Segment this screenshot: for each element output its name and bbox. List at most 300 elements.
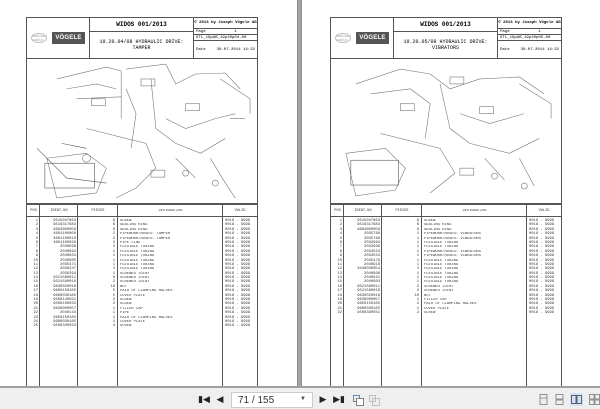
row-pieces: 1 [112,249,115,254]
row-designation: NUT [424,293,431,298]
row-pos: 3 [35,227,38,232]
row-designation: SCREW [424,311,436,316]
row-designation: PIPEWORK/HOSES: TAMPER [120,232,171,237]
prev-page-button[interactable] [215,394,225,406]
single-page-icon [539,394,548,405]
page-indicator: 71 / 155 [238,394,275,406]
sheet-subtitle: 19.20.04/08 HYDRAULIC DRIVE: TAMPER [99,39,184,51]
row-pieces: 6 [112,227,115,232]
row-pos: 20 [33,302,38,307]
row-valid: 0018 - 9999 [529,311,555,316]
row-valid: 0018 - 9999 [225,245,251,250]
vogele-logo: VÖGELE [52,32,84,44]
date-label: Date [500,47,510,52]
parts-sheet [330,17,562,387]
parts-table [26,204,258,387]
row-valid: 0018 - 9999 [225,262,251,267]
row-designation: SCREW [120,324,132,329]
page-label: Page [500,29,510,34]
exploded-diagram [330,59,562,204]
row-designation: SEALING RING [120,223,148,228]
date-label: Date [196,47,206,52]
sheet-title: WIDOS 001/2013 [90,18,193,32]
row-ident-no: 2035769 [364,236,380,241]
row-pieces: 1 [416,245,419,250]
row-ident-no: 9638000057 [53,306,76,311]
row-designation: FLEXIBLE TUBING [120,245,155,250]
row-designation: FLEXIBLE TUBING [424,267,459,272]
row-designation: SEALING RING [424,223,452,228]
row-pieces: 1 [112,258,115,263]
row-pos: 9 [339,254,342,259]
table-row [331,311,561,315]
row-ident-no: 2035768 [364,232,380,237]
row-pieces: 4 [112,324,115,329]
row-ident-no: 9521580018 [357,289,380,294]
row-ident-no: 3440030054 [357,267,380,272]
page-value: 1 [234,29,237,34]
sheet-header [330,17,562,59]
row-pieces: 1 [112,315,115,320]
row-ident-no: 9508140031 [53,298,76,303]
row-pos: 5 [339,236,342,241]
row-valid: 0018 - 9999 [225,280,251,285]
row-valid: 0018 - 9999 [529,293,555,298]
row-pieces: 1 [416,271,419,276]
row-valid: 0018 - 9999 [529,219,555,223]
row-ident-no: 2040905 [60,258,76,263]
viewer-toolbar [0,386,600,409]
row-pieces: 2 [112,245,115,250]
row-valid: 0018 - 9999 [529,227,555,232]
row-designation: SEALING RING [120,227,148,232]
row-ident-no: 9680030185 [53,319,76,324]
row-pos: 23 [33,315,38,320]
row-ident-no: 9506390031 [357,311,380,316]
row-valid: 0018 - 9999 [529,262,555,267]
row-designation: PAIR OF CLAMPING HALVES [120,289,173,294]
row-ident-no: 2040908 [364,271,380,276]
row-ident-no: 2040893 [60,249,76,254]
row-pos: 22 [33,311,38,316]
row-pieces: 2 [112,240,115,245]
row-pos: 17 [33,289,38,294]
row-pieces: 5 [112,293,115,298]
row-pos: 14 [33,276,38,281]
row-valid: 0018 - 9999 [529,271,555,276]
row-designation: SCREWED JOINT [424,289,454,294]
row-pieces: 1 [416,298,419,303]
paste-page-button[interactable] [368,394,380,406]
row-pieces: 2 [112,298,115,303]
row-pos: 3 [339,227,342,232]
row-ident-no: 2040903 [364,280,380,285]
two-page-continuous-view-button[interactable] [588,393,600,406]
row-pieces: 1 [416,236,419,241]
row-designation: FLEXIBLE TUBING [424,258,459,263]
row-ident-no: 2035471 [60,262,76,267]
row-pos: 13 [33,271,38,276]
col-designation: DESIGNATION [462,208,487,213]
row-designation: SCREW [120,219,132,223]
logo-block [27,18,90,58]
col-ident-no: IDENT-NO [50,208,68,213]
row-valid: 0018 - 9999 [225,223,251,228]
row-designation: FLEXIBLE TUBING [424,262,459,267]
row-pieces: 2 [112,236,115,241]
row-designation: PIPEWORK/HOSES: VIBRATORS [424,236,481,241]
row-pos: 19 [33,298,38,303]
row-pieces: 1 [416,249,419,254]
row-pieces: 2 [416,311,419,316]
row-pieces: 10 [414,293,419,298]
page-value: 1 [538,29,541,34]
row-valid: 0018 - 9999 [529,236,555,241]
row-ident-no: 2034553 [364,249,380,254]
row-pieces: 1 [416,240,419,245]
row-ident-no: 2032994 [364,240,380,245]
table-body [27,219,257,329]
row-designation: FLEXIBLE TUBING [424,280,459,285]
row-valid: 0018 - 9999 [225,236,251,241]
last-page-button[interactable] [333,394,345,406]
row-pos: 1 [339,219,342,223]
table-header [331,205,561,217]
row-valid: 0018 - 9999 [225,302,251,307]
logo-block [331,18,394,58]
row-pos: 11 [33,262,38,267]
row-designation: SCREWED JOINT [120,271,150,276]
two-page-view-button[interactable] [570,393,583,406]
row-pos: 5 [35,236,38,241]
exploded-diagram [26,59,258,204]
row-pos: 7 [35,245,38,250]
row-pieces: 6 [416,227,419,232]
row-pos: 6 [35,240,38,245]
row-valid: 0018 - 9999 [225,293,251,298]
row-designation: FILLER CAP [120,306,143,311]
row-pieces: 16 [110,284,115,289]
row-pieces: 2 [416,289,419,294]
row-ident-no: 2040904 [60,254,76,259]
row-valid: 0018 - 9999 [529,254,555,259]
row-pieces: 2 [416,284,419,289]
row-valid: 0018 - 9999 [529,249,555,254]
col-ident-no: IDENT-NO [354,208,372,213]
vogele-logo: VÖGELE [356,32,388,44]
row-pieces: 1 [416,258,419,263]
row-pieces: 2 [112,319,115,324]
row-pos: 4 [35,232,38,237]
row-designation: COVER PLATE [120,293,146,298]
table-row [27,324,257,328]
row-ident-no: 2040144 [60,311,76,316]
row-ident-no: 9694800058 [357,227,380,232]
row-designation: PIPEWORK/HOSES: VIBRATORS [424,254,481,259]
row-pieces: 5 [112,289,115,294]
row-pieces: 2 [416,267,419,272]
row-pieces: 2 [416,302,419,307]
two-page-icon [571,395,582,404]
parts-sheet [26,17,258,387]
row-valid: 0018 - 9999 [225,306,251,311]
copyright: © 2013 by Joseph Vögele AG [194,18,257,29]
row-pos: 24 [33,319,38,324]
page-left [0,0,296,386]
row-pieces: 6 [416,223,419,228]
row-pieces: 1 [416,232,419,237]
row-valid: 0018 - 9999 [529,284,555,289]
row-pieces: 1 [112,262,115,267]
row-designation: FLEXIBLE TUBING [424,240,459,245]
row-pos: 2 [35,223,38,228]
row-designation: COVER PLATE [120,319,146,324]
col-pos: POS [334,208,341,213]
row-valid: 0018 - 9999 [529,245,555,250]
copy-page-button[interactable] [352,394,364,406]
row-designation: COVER PLATE [424,306,450,311]
row-ident-no: 2036447 [60,267,76,272]
date-value: 30.07.2014 14:32 [216,47,255,52]
chevron-down-icon: ▼ [300,396,306,402]
row-ident-no: 4601100018 [53,236,76,241]
date-value: 30.07.2014 14:32 [520,47,559,52]
row-ident-no: 9630020018 [53,284,76,289]
row-designation: SCREW [424,219,436,223]
row-pos: 14 [337,276,342,281]
row-valid: 0018 - 9999 [225,227,251,232]
row-ident-no: 2040919 [364,262,380,267]
row-valid: 0018 - 9999 [529,306,555,311]
prev-page-icon: ◀ [216,395,224,405]
row-pieces: 6 [416,219,419,223]
next-page-button[interactable] [318,394,328,406]
row-ident-no: 4601100028 [53,240,76,245]
row-pos: 22 [337,311,342,316]
row-pos: 10 [337,258,342,263]
row-designation: NUT [120,284,127,289]
row-valid: 0018 - 9999 [225,324,251,329]
row-designation: SCREW [120,298,132,303]
row-pos: 21 [337,306,342,311]
row-valid: 0018 - 9999 [225,319,251,324]
row-ident-no: 9660150185 [53,289,76,294]
row-valid: 0018 - 9999 [225,298,251,303]
doc-id: STL_19pAB_19p20p04-00 [196,35,247,40]
row-ident-no: 9518317683 [53,223,76,228]
row-ident-no: 2036394 [60,271,76,276]
row-valid: 0018 - 9999 [529,289,555,294]
row-designation: PIPEWORK/HOSES: VIBRATORS [424,249,481,254]
row-pos: 17 [337,289,342,294]
row-pos: 15 [33,280,38,285]
col-valid: VALID [234,208,246,213]
row-pos: 8 [339,249,342,254]
row-designation: FLEXIBLE TUBING [120,258,155,263]
row-valid: 0018 - 9999 [529,267,555,272]
sheet-subtitle: 19.20.05/08 HYDRAULIC DRIVE: VIBRATORS [403,39,488,51]
row-pieces: 6 [112,219,115,223]
first-page-icon: ▮◀ [198,395,210,405]
row-pieces: 1 [416,254,419,259]
row-ident-no: 2035479 [364,258,380,263]
row-pos: 8 [35,249,38,254]
row-valid: 0018 - 9999 [225,271,251,276]
row-pieces: 1 [416,262,419,267]
row-ident-no: 9521580011 [53,276,76,281]
last-page-icon: ▶▮ [333,395,345,405]
table-header [27,205,257,217]
row-valid: 0018 - 9999 [529,223,555,228]
row-ident-no: 2032996 [364,245,380,250]
col-designation: DESIGNATION [158,208,183,213]
row-ident-no: 9680030185 [357,306,380,311]
row-pos: 13 [337,271,342,276]
row-pieces: 2 [112,267,115,272]
row-valid: 0018 - 9999 [225,249,251,254]
row-valid: 0018 - 9999 [225,258,251,263]
row-pieces: 1 [416,280,419,285]
row-designation: SCREW [120,302,132,307]
row-valid: 0018 - 9999 [225,276,251,281]
page-right [302,0,598,386]
row-pos: 12 [33,267,38,272]
row-pos: 12 [337,267,342,272]
row-designation: FLEXIBLE TUBING [120,262,155,267]
row-ident-no: 9638000057 [357,298,380,303]
wirtgen-seal-logo: WIRTGEN GROUP [336,34,351,42]
row-pos: 25 [33,324,38,329]
row-ident-no: 9506330033 [53,324,76,329]
row-valid: 0018 - 9999 [225,315,251,320]
row-pieces: 6 [112,276,115,281]
row-pos: 18 [33,293,38,298]
row-designation: PAIR OF CLAMPING HALVES [424,302,477,307]
col-pieces: PIECES [91,208,105,213]
row-designation: FLEXIBLE TUBING [120,249,155,254]
row-pieces: 2 [112,302,115,307]
row-designation: SEALING RING [424,227,452,232]
continuous-page-icon [555,394,564,405]
row-designation: SCREWED JOINT [120,280,150,285]
first-page-button[interactable] [198,394,210,406]
row-valid: 0018 - 9999 [225,311,251,316]
copyright: © 2013 by Joseph Vögele AG [498,18,561,29]
sheet-title: WIDOS 001/2013 [394,18,497,32]
row-pos: 1 [35,219,38,223]
row-valid: 0018 - 9999 [529,302,555,307]
row-designation: PIPE [120,311,130,316]
row-pieces: 1 [112,306,115,311]
row-pos: 6 [339,240,342,245]
row-pos: 21 [33,306,38,311]
row-valid: 0018 - 9999 [529,298,555,303]
row-ident-no: 9515047663 [53,219,76,223]
row-pos: 9 [35,254,38,259]
row-ident-no: 4601100009 [53,232,76,237]
col-valid: VALID [538,208,550,213]
row-valid: 0018 - 9999 [529,258,555,263]
row-ident-no: 9630020018 [357,293,380,298]
row-valid: 0018 - 9999 [529,240,555,245]
row-pos: 4 [339,232,342,237]
row-valid: 0018 - 9999 [225,254,251,259]
row-valid: 0018 - 9999 [225,232,251,237]
row-pos: 16 [33,284,38,289]
row-pos: 20 [337,302,342,307]
row-pieces: 1 [416,306,419,311]
row-pieces: 2 [112,232,115,237]
row-valid: 0018 - 9999 [529,280,555,285]
row-pieces: 1 [112,311,115,316]
single-page-view-button[interactable] [537,393,550,406]
row-valid: 0018 - 9999 [529,232,555,237]
row-pos: 2 [339,223,342,228]
row-designation: FLEXIBLE TUBING [424,245,459,250]
row-ident-no: 9650150185 [53,315,76,320]
page-label: Page [196,29,206,34]
sheet-header [26,17,258,59]
wirtgen-seal-logo: WIRTGEN GROUP [32,34,47,42]
table-body [331,219,561,316]
row-ident-no: 9515047663 [357,219,380,223]
copy-icon [353,395,364,406]
row-designation: FILLER CAP [424,298,447,303]
row-ident-no: 2040898 [60,245,76,250]
row-ident-no: 9521580018 [53,280,76,285]
row-ident-no: 9508160033 [53,302,76,307]
row-designation: PIPEWORK/HOSES: TAMPER [120,236,171,241]
row-pos: 7 [339,245,342,250]
row-designation: FLEXIBLE TUBING [424,276,459,281]
parts-table [330,204,562,387]
row-designation: SCREWED JOINT [424,284,454,289]
row-designation: FLEXIBLE TUBING [424,271,459,276]
continuous-view-button[interactable] [553,393,566,406]
row-ident-no: 9518317683 [357,223,380,228]
row-pos: 15 [337,280,342,285]
row-pieces: 6 [112,223,115,228]
row-valid: 0018 - 9999 [529,276,555,281]
row-pos: 16 [337,284,342,289]
row-designation: SCREWED JOINT [120,276,150,281]
row-ident-no: 9521580011 [357,284,380,289]
row-ident-no: 2040921 [364,276,380,281]
row-valid: 0018 - 9999 [225,219,251,223]
row-designation: FLEXIBLE TUBING [120,267,155,272]
row-designation: PAIR OF CLAMPING HALVES [120,315,173,320]
row-designation: PIPE LINE [120,240,141,245]
row-designation: PIPEWORK/HOSES: VIBRATORS [424,232,481,237]
doc-id: STL_19pAB_19p20p05-00 [500,35,551,40]
two-page-continuous-icon [589,394,600,405]
row-valid: 0018 - 9999 [225,289,251,294]
col-pieces: PIECES [395,208,409,213]
row-valid: 0018 - 9999 [225,240,251,245]
row-designation: FLEXIBLE TUBING [120,254,155,259]
row-ident-no: 2034554 [364,254,380,259]
row-pieces: 1 [112,254,115,259]
page-number-select[interactable] [231,392,313,408]
duplicate-icon [369,395,380,406]
row-pos: 19 [337,298,342,303]
col-pos: POS [30,208,37,213]
next-page-icon: ▶ [319,395,327,405]
row-pieces: 2 [112,280,115,285]
row-ident-no: 9694800058 [53,227,76,232]
row-pieces: 1 [112,271,115,276]
row-pos: 18 [337,293,342,298]
